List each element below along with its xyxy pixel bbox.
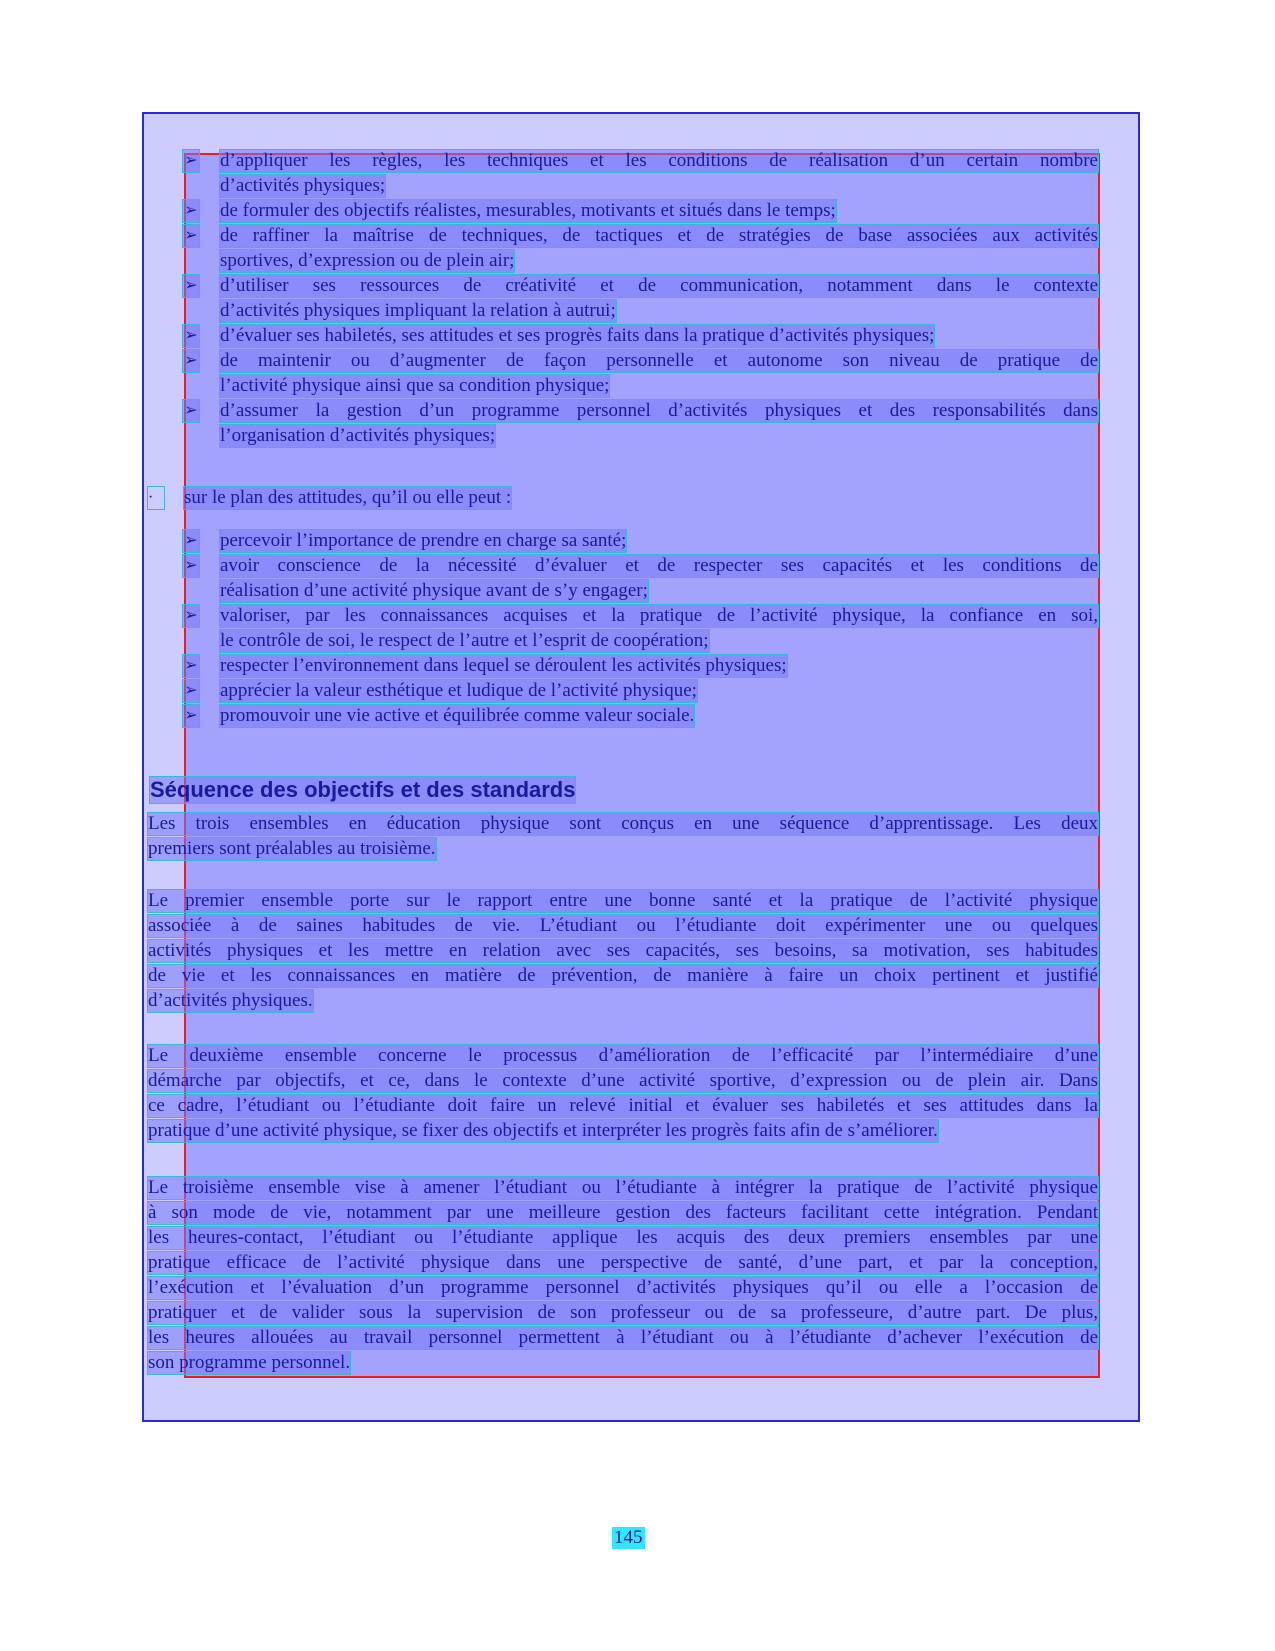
arrow-bullet-icon: ➢ [183,605,199,627]
arrow-bullet-icon: ➢ [183,655,199,677]
skill-list-line: de maintenir ou d’augmenter de façon personnelle et autonome son niveau de pratique de [220,350,1098,371]
skill-list-line: l’activité physique ainsi que sa condition physique; [220,375,610,396]
attitude-list-line: le contrôle de soi, le respect de l’autre et l’esprit de coopération; [220,630,709,651]
skill-list-line: d’utiliser ses ressources de créativité et de communication, notamment dans le contexte [220,275,1098,296]
paragraph-line: associée à de saines habitudes de vie. L’étudiant ou l’étudiante doit expérimenter une ou quelques [148,915,1098,936]
paragraph-line: pratiquer et de valider sous la supervision de son professeur ou de sa professeure, d’autre part. De plus, [148,1302,1098,1323]
paragraph-line: à son mode de vie, notamment par une meilleure gestion des facteurs facilitant cette intégration. Pendant [148,1202,1098,1223]
paragraph-line: activités physiques et les mettre en relation avec ses capacités, ses besoins, sa motivation, ses habitudes [148,940,1098,961]
skill-list-line: l’organisation d’activités physiques; [220,425,496,446]
paragraph-line: ce cadre, l’étudiant ou l’étudiante doit faire un relevé initial et évaluer ses habiletés et ses attitudes dans la [148,1095,1098,1116]
arrow-bullet-icon: ➢ [183,350,199,372]
paragraph-line: pratique d’une activité physique, se fixer des objectifs et interpréter les progrès faits afin de s’améliorer. [148,1120,938,1141]
section-heading: Séquence des objectifs et des standards [150,777,576,802]
attitude-list-line: respecter l’environnement dans lequel se déroulent les activités physiques; [220,655,787,676]
paragraph-line: Le deuxième ensemble concerne le processus d’amélioration de l’efficacité par l’intermédiaire d’une [148,1045,1098,1066]
paragraph-line: de vie et les connaissances en matière de prévention, de manière à faire un choix pertinent et justifié [148,965,1098,986]
arrow-bullet-icon: ➢ [183,680,199,702]
attitude-list-line: percevoir l’importance de prendre en charge sa santé; [220,530,627,551]
arrow-bullet-icon: ➢ [183,555,199,577]
arrow-bullet-icon: ➢ [183,325,199,347]
arrow-bullet-icon: ➢ [183,530,199,552]
attitude-list-line: valoriser, par les connaissances acquises et la pratique de l’activité physique, la confiance en soi, [220,605,1098,626]
attitude-list-line: réalisation d’une activité physique avant de s’y engager; [220,580,648,601]
paragraph-line: Le troisième ensemble vise à amener l’étudiant ou l’étudiante à intégrer la pratique de l’activité physique [148,1177,1098,1198]
skill-list-line: de raffiner la maîtrise de techniques, de tactiques et de stratégies de base associées aux activités [220,225,1098,246]
skill-list-line: d’assumer la gestion d’un programme personnel d’activités physiques et des responsabilités dans [220,400,1098,421]
paragraph-line: Le premier ensemble porte sur le rapport entre une bonne santé et la pratique de l’activité physique [148,890,1098,911]
paragraph-line: les heures-contact, l’étudiant ou l’étudiante applique les acquis des deux premiers ensembles par une [148,1227,1098,1248]
skill-list-line: d’évaluer ses habiletés, ses attitudes et ses progrès faits dans la pratique d’activités physiques; [220,325,935,346]
attitudes-intro: sur le plan des attitudes, qu’il ou elle peut : [184,487,512,508]
arrow-bullet-icon: ➢ [183,275,199,297]
skill-list-line: d’appliquer les règles, les techniques et les conditions de réalisation d’un certain nombre [220,150,1098,171]
paragraph-line: pratique efficace de l’activité physique dans une perspective de santé, d’une part, et par la conception, [148,1252,1098,1273]
dot-bullet-icon: · [148,487,164,509]
arrow-bullet-icon: ➢ [183,150,199,172]
paragraph-line: démarche par objectifs, et ce, dans le contexte d’une activité sportive, d’expression ou de plein air. Dans [148,1070,1098,1091]
paragraph-line: premiers sont préalables au troisième. [148,838,436,859]
arrow-bullet-icon: ➢ [183,225,199,247]
paragraph-line: son programme personnel. [148,1352,351,1373]
skill-list-line: d’activités physiques; [220,175,386,196]
paragraph-line: l’exécution et l’évaluation d’un programme personnel d’activités physiques qu’il ou elle a l’occasion de [148,1277,1098,1298]
paragraph-line: d’activités physiques. [148,990,313,1011]
skill-list-line: d’activités physiques impliquant la relation à autrui; [220,300,616,321]
attitude-list-line: promouvoir une vie active et équilibrée comme valeur sociale. [220,705,695,726]
skill-list-line: de formuler des objectifs réalistes, mesurables, motivants et situés dans le temps; [220,200,836,221]
arrow-bullet-icon: ➢ [183,400,199,422]
arrow-bullet-icon: ➢ [183,705,199,727]
arrow-bullet-icon: ➢ [183,200,199,222]
paragraph-line: les heures allouées au travail personnel permettent à l’étudiant ou à l’étudiante d’achever l’exécution de [148,1327,1098,1348]
attitude-list-line: apprécier la valeur esthétique et ludique de l’activité physique; [220,680,697,701]
paragraph-line: Les trois ensembles en éducation physique sont conçus en une séquence d’apprentissage. Les deux [148,813,1098,834]
attitude-list-line: avoir conscience de la nécessité d’évaluer et de respecter ses capacités et les conditions de [220,555,1098,576]
skill-list-line: sportives, d’expression ou de plein air; [220,250,515,271]
page-number: 145 [614,1527,643,1548]
